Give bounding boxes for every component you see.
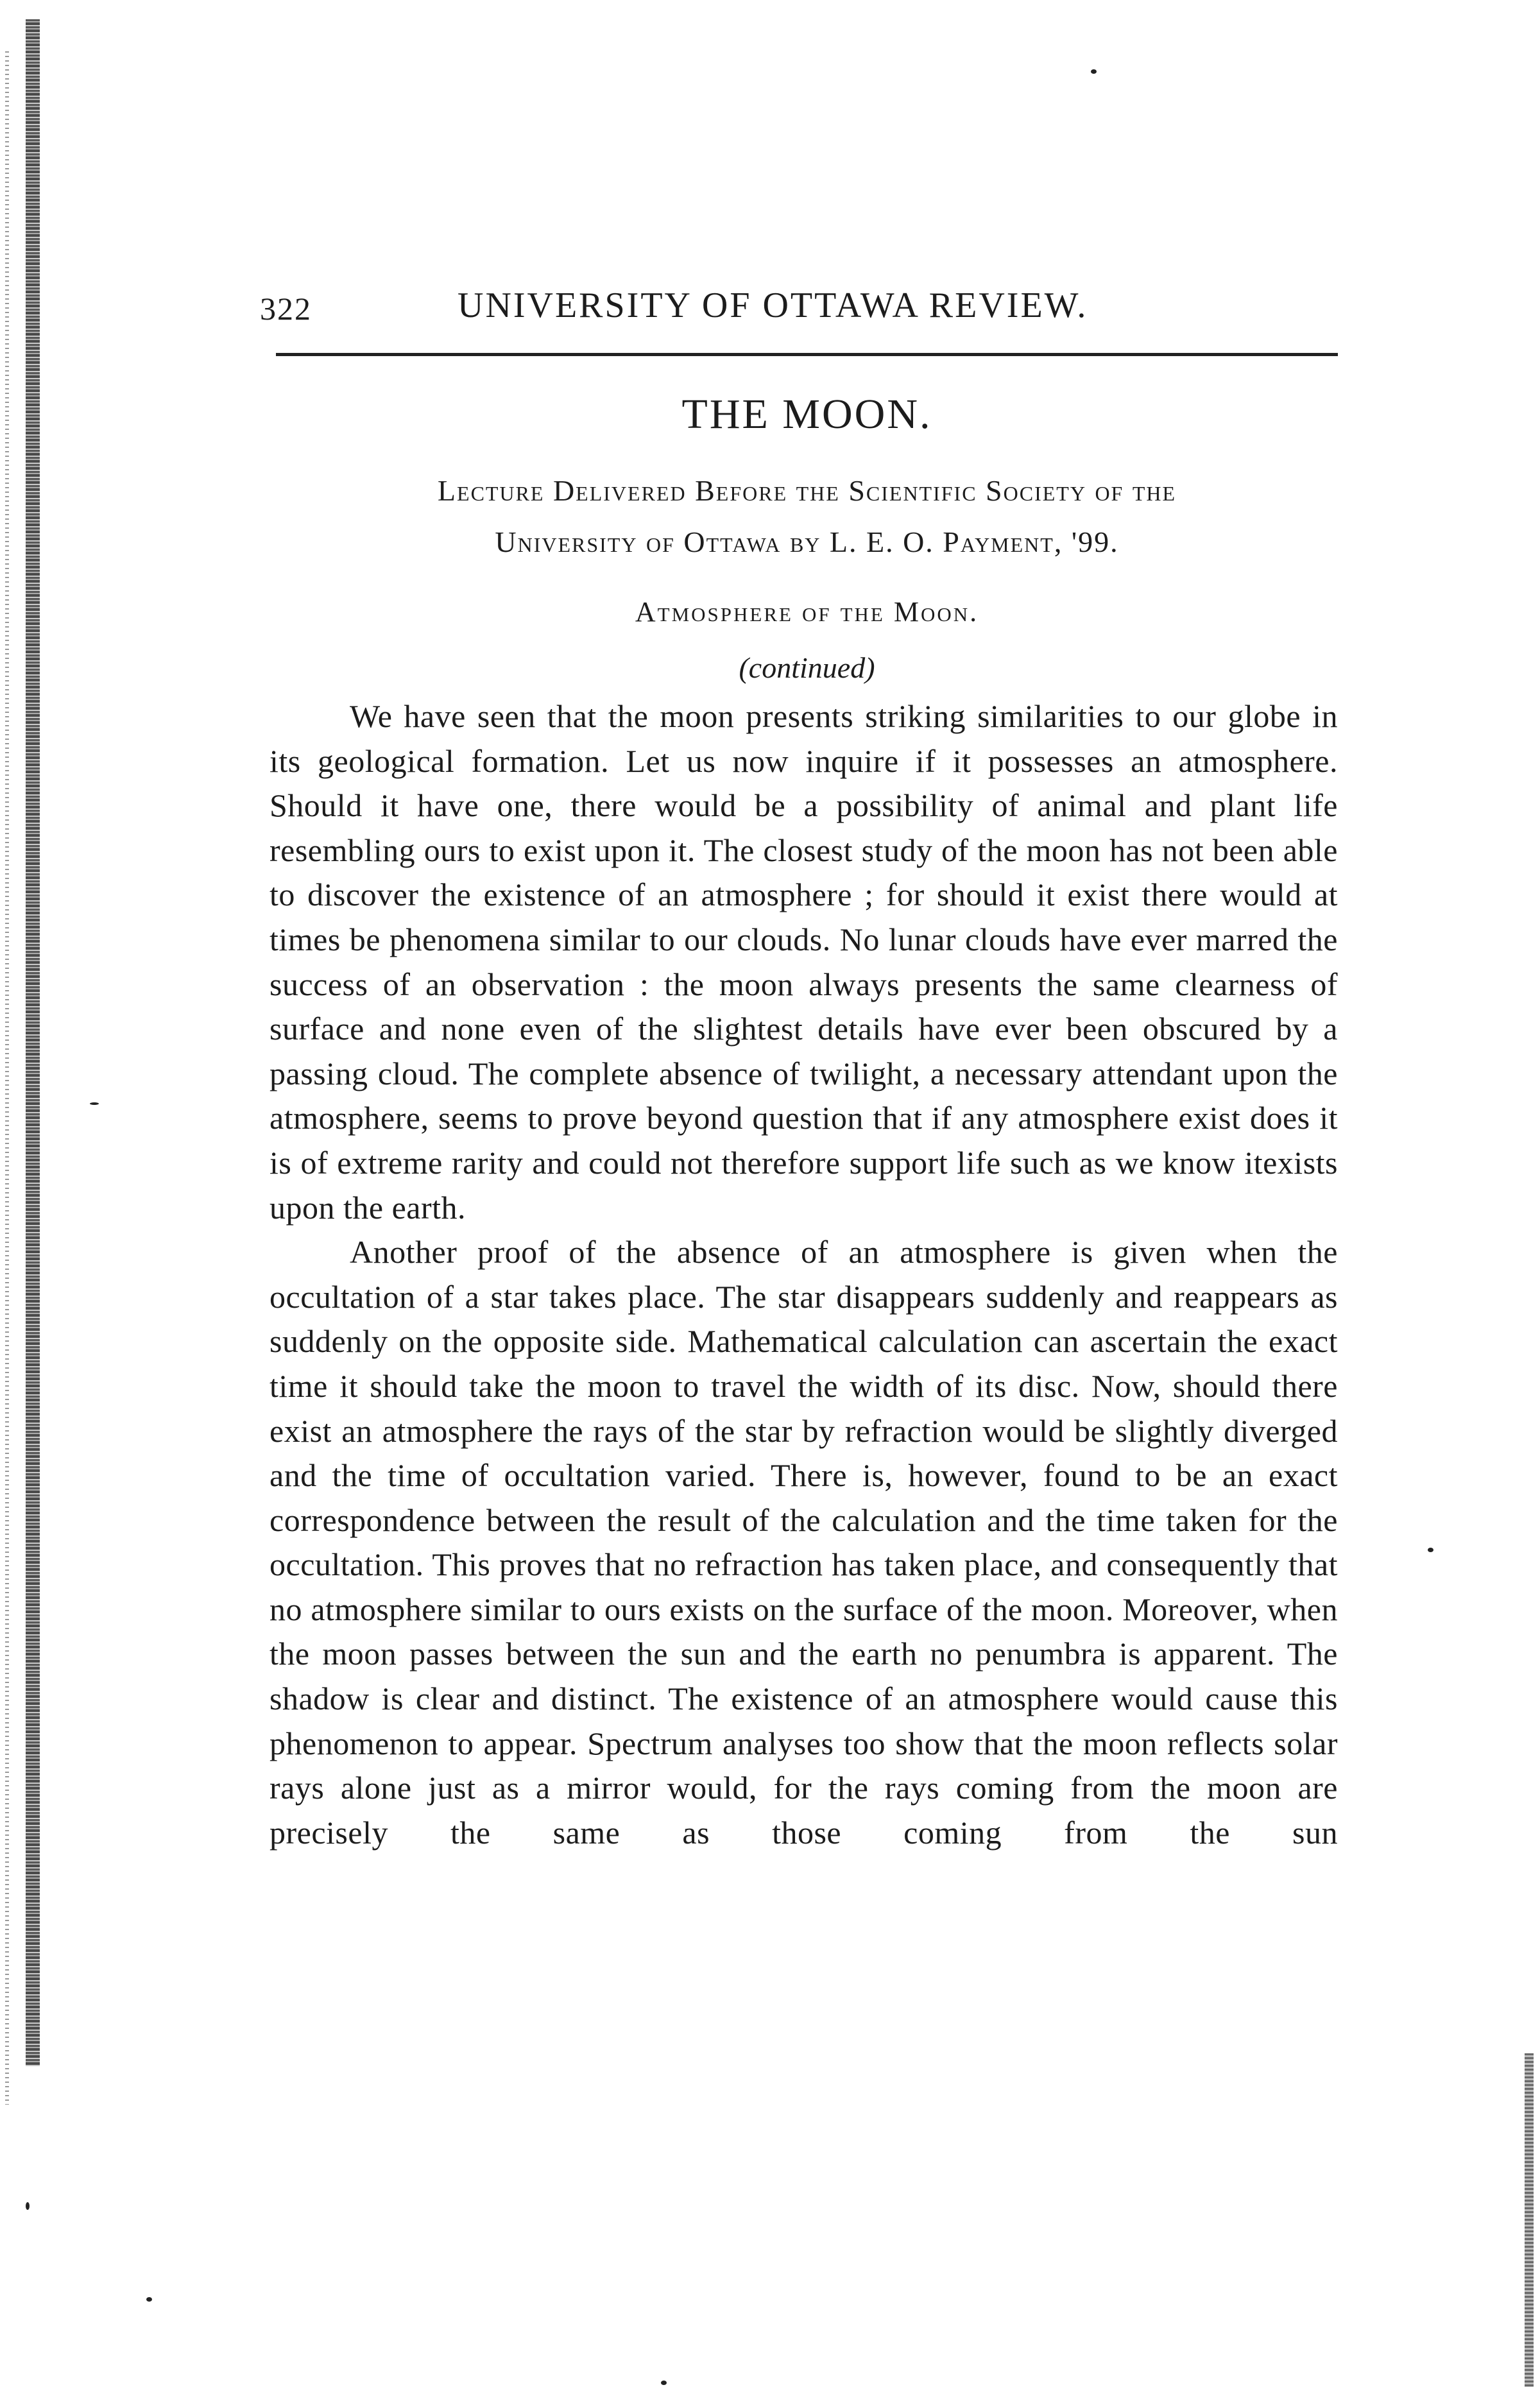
section-heading: Atmosphere of the Moon. [635,596,979,628]
scan-speck [90,1102,99,1105]
running-header [260,276,1338,327]
body-paragraph: Another proof of the absence of an atmosphere is given when the occultation of a star takes place. The star disappears suddenly and reappears as suddenly on the opposite side. Mathematical calculation can ascertain the exact time it should take the moon to travel the width of its disc. Now, should there exist an atmosphere the rays of the star by refraction would be slightly diverged and the time of occultation varied. There is, however, found to be an exact correspondence between the result of the calculation and the time taken for the occultation. This proves that no refraction has taken place, and consequently that no atmosphere similar to ours exists on the surface of the moon. Moreover, when the moon passes between the sun and the earth no penumbra is apparent. The shadow is clear and distinct. The existence of an atmosphere would cause this phenomenon to appear. Spectrum analyses too show that the moon reflects solar rays alone just as a mirror would, for the rays coming from the moon are precisely the same as those coming from the sun [270,1234,1338,1851]
scan-speck [1428,1548,1433,1552]
header-rule [276,353,1338,356]
scan-speck [661,2381,667,2385]
lecture-subtitle-line-2: University of Ottawa by L. E. O. Payment, '99. [495,526,1119,558]
article-title: THE MOON. [681,391,932,438]
lecture-subtitle-line-1: Lecture Delivered Before the Scientific Society of the [437,474,1177,507]
binding-edge-shadow [5,51,9,2105]
body-paragraph: We have seen that the moon presents striking similarities to our globe in its geological formation. Let us now inquire if it possesses an atmosphere. Should it have one, there would be a possibility of animal and plant life resembling ours to exist upon it. The closest study of the moon has not been able to discover the existence of an atmosphere ; for should it exist there would at times be phenomena similar to our clouds. No lunar clouds have ever marred the success of an observation : the moon always presents the same clearness of surface and none even of the slightest details have ever been obscured by a passing cloud. The complete absence of twilight, a necessary attendant upon the atmosphere, seems to prove beyond question that if any atmosphere exist does it is of extreme rarity and could not therefore support life such as we know itexists upon the earth. [270,698,1338,1226]
scan-speck [26,2202,30,2210]
article-body [270,694,1338,1855]
binding-edge [26,19,40,2066]
scan-speck [1091,69,1097,74]
page-number: 322 [260,291,312,327]
continued-note: (continued) [739,651,875,684]
journal-title: UNIVERSITY OF OTTAWA REVIEW. [458,286,1088,325]
binding-edge-right [1525,2053,1534,2387]
scan-speck [146,2297,152,2302]
